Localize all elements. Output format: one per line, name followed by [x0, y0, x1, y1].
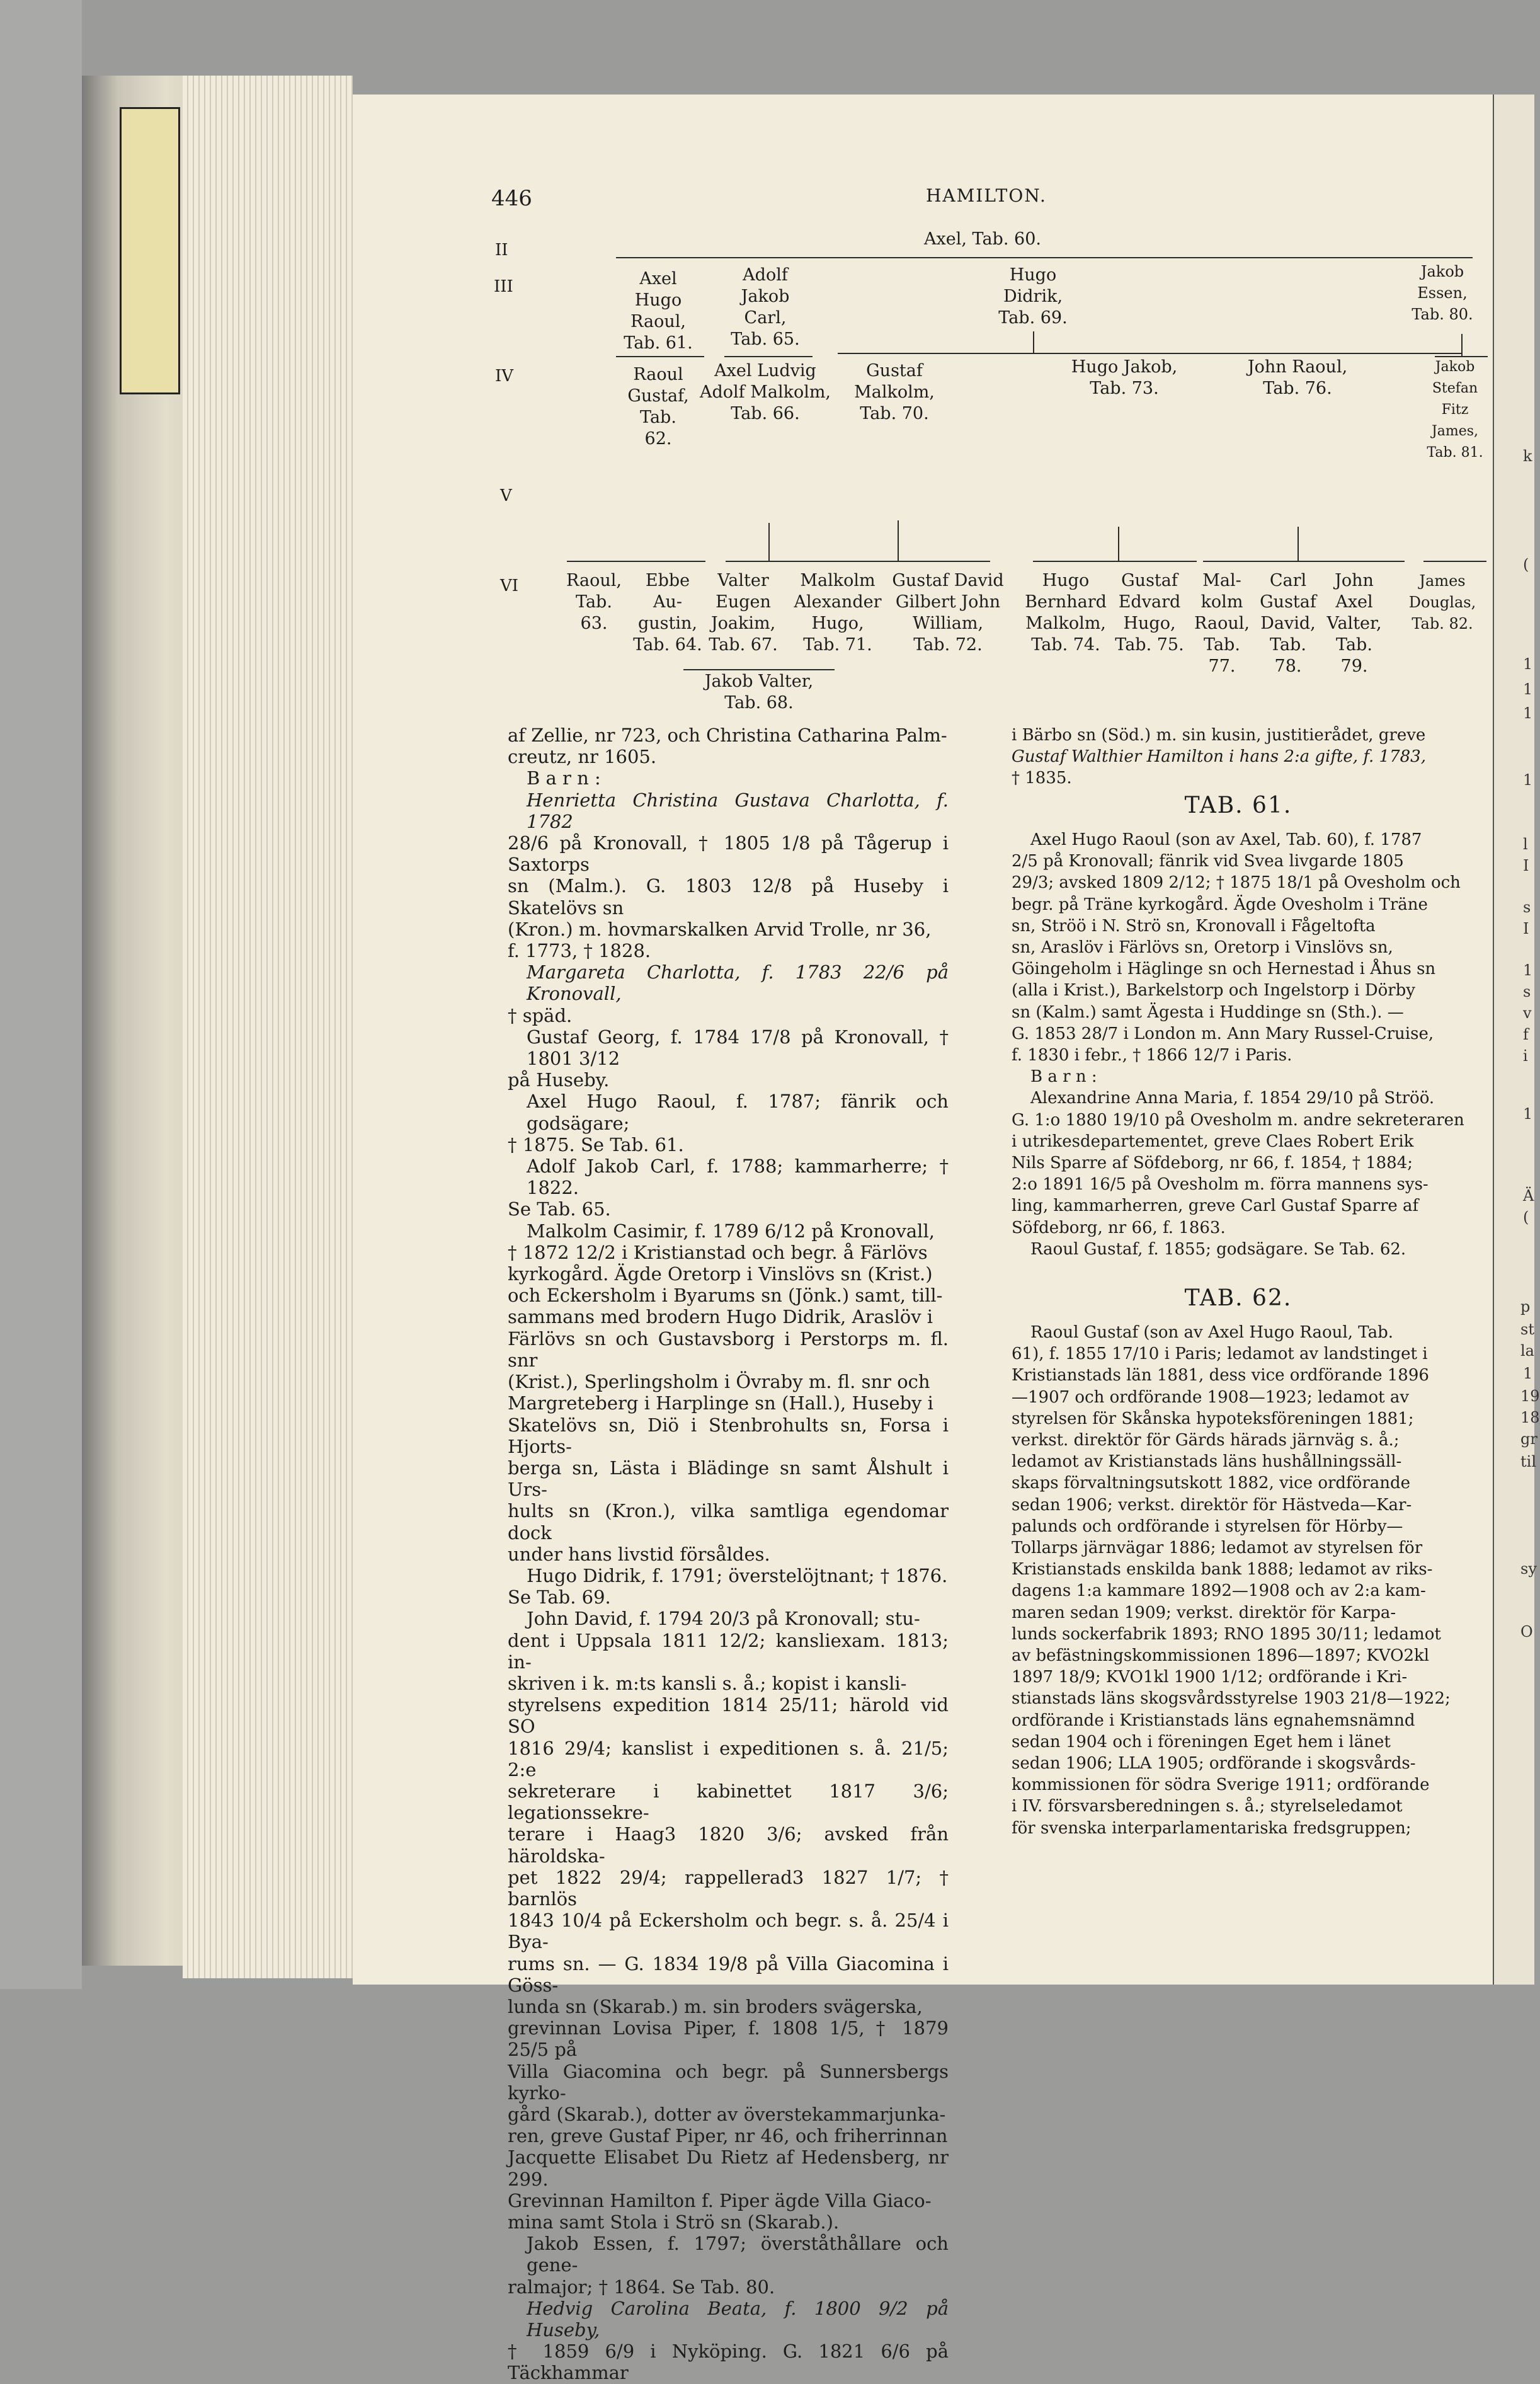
- text-line: Se Tab. 69.: [508, 1586, 611, 1608]
- tree-node: Jakob Stefan Fitz James, Tab. 81.: [1427, 359, 1483, 461]
- page-edges: [183, 76, 353, 1978]
- right-column: [1012, 725, 1465, 789]
- edge-fragment: p: [1520, 1298, 1531, 1315]
- tree-node: Jakob Valter, Tab. 68.: [704, 672, 814, 713]
- brace-line: [1423, 561, 1486, 562]
- book-page: [353, 95, 1493, 2384]
- brace-line: [1203, 561, 1405, 562]
- text-line: Se Tab. 65.: [508, 1198, 611, 1220]
- text-line: f. 1773, † 1828.: [508, 940, 651, 962]
- brace-line: [768, 523, 770, 561]
- text-line: lunda sn (Skarab.) m. sin broders svägerska,: [508, 1995, 923, 2017]
- text-line: Kristianstads enskilda bank 1888; ledamot av riks-: [1012, 1560, 1433, 1579]
- text-line: terare i Haag3 1820 3/6; avsked från häroldska-: [508, 1823, 949, 1867]
- tree-node: Gustaf David Gilbert John William, Tab. 72.: [892, 571, 1004, 655]
- text-line: Nils Sparre af Söfdeborg, nr 66, f. 1854, † 1884;: [1012, 1154, 1413, 1173]
- tree-node: Valter Eugen Joakim, Tab. 67.: [709, 571, 778, 655]
- text-line: Axel Hugo Raoul, f. 1787; fänrik och godsägare;: [527, 1091, 949, 1134]
- edge-fragment: st: [1520, 1321, 1534, 1338]
- brace-line: [567, 561, 705, 562]
- text-line: Henrietta Christina Gustava Charlotta, f. 1782: [527, 789, 949, 832]
- text-line: Söfdeborg, nr 66, f. 1863.: [1012, 1218, 1226, 1237]
- text-line: sn, Ströö i N. Strö sn, Kronovall i Fågeltofta: [1012, 916, 1376, 936]
- text-line: sedan 1906; LLA 1905; ordförande i skogsvårds-: [1012, 1754, 1416, 1774]
- text-line: Raoul Gustaf (son av Axel Hugo Raoul, Tab.: [1030, 1323, 1393, 1342]
- text-line: 29/3; avsked 1809 2/12; † 1875 18/1 på Ovesholm och: [1012, 873, 1461, 893]
- tree-node: Carl Gustaf David, Tab. 78.: [1260, 571, 1316, 676]
- text-line: av befästningskommissionen 1896—1897; KVO2kl: [1012, 1646, 1430, 1666]
- edge-fragment: sy: [1520, 1560, 1537, 1578]
- text-line: Alexandrine Anna Maria, f. 1854 29/10 på Ströö.: [1030, 1089, 1435, 1108]
- text-line: Gustaf Georg, f. 1784 17/8 på Kronovall, † 1801 3/12: [527, 1026, 949, 1070]
- edge-fragment: la: [1520, 1342, 1534, 1360]
- tree-node: Raoul Gustaf, Tab. 62.: [627, 365, 689, 449]
- text-line: skriven i k. m:ts kansli s. å.; kopist i kansli-: [508, 1672, 907, 1694]
- text-line: Jakob Essen, f. 1797; överståthållare och gene-: [527, 2233, 949, 2276]
- text-line: (Kron.) m. hovmarskalken Arvid Trolle, nr 36,: [508, 918, 932, 940]
- text-line: Tollarps järnvägar 1886; ledamot av styrelsen för: [1012, 1539, 1423, 1558]
- edge-fragment: 1: [1523, 680, 1533, 698]
- edge-fragment: 18: [1520, 1409, 1540, 1426]
- edge-fragment: O: [1520, 1623, 1533, 1641]
- text-line: begr. på Träne kyrkogård. Ägde Ovesholm i Träne: [1012, 895, 1428, 914]
- text-line: af Zellie, nr 723, och Christina Catharina Palm-: [508, 725, 947, 746]
- generation-label: VI: [500, 576, 519, 595]
- text-line: Grevinnan Hamilton f. Piper ägde Villa Giaco-: [508, 2189, 932, 2211]
- brace-line: [801, 561, 990, 562]
- tree-node: John Axel Valter, Tab. 79.: [1326, 571, 1382, 676]
- text-line: Adolf Jakob Carl, f. 1788; kammarherre; † 1822.: [527, 1155, 949, 1199]
- tree-node: Axel Ludvig Adolf Malkolm, Tab. 66.: [699, 361, 831, 423]
- text-line: † 1875. Se Tab. 61.: [508, 1133, 684, 1155]
- text-line: grevinnan Lovisa Piper, f. 1808 1/5, † 1879 25/5 på: [508, 2017, 949, 2061]
- text-line: creutz, nr 1605.: [508, 746, 657, 768]
- edge-fragment: Ä: [1523, 1187, 1534, 1205]
- text-line: Hugo Didrik, f. 1791; överstelöjtnant; † 1876.: [527, 1564, 948, 1586]
- text-line: † 1872 12/2 i Kristianstad och begr. å Färlövs: [508, 1241, 928, 1263]
- right-column: [1012, 829, 1465, 1260]
- text-line: Gustaf Walthier Hamilton i hans 2:a gifte, f. 1783,: [1012, 747, 1426, 767]
- section-heading: TAB. 62.: [1184, 1285, 1292, 1311]
- tree-node: Ebbe Au- gustin, Tab. 64.: [633, 571, 702, 655]
- text-line: B a r n :: [1030, 1067, 1097, 1087]
- running-title: HAMILTON.: [926, 185, 1047, 206]
- text-line: Jacquette Elisabet Du Rietz af Hedensberg, nr 299.: [508, 2146, 949, 2190]
- text-line: John David, f. 1794 20/3 på Kronovall; stu-: [527, 1608, 920, 1630]
- edge-fragment: s: [1523, 983, 1531, 1000]
- text-line: styrelsen för Skånska hypoteksföreningen 1881;: [1012, 1409, 1414, 1428]
- edge-fragment: 1: [1523, 655, 1533, 673]
- text-line: Hedvig Carolina Beata, f. 1800 9/2 på Huseby,: [527, 2297, 949, 2341]
- text-line: kommissionen för södra Sverige 1911; ordförande: [1012, 1775, 1430, 1795]
- text-line: —1907 och ordförande 1908—1923; ledamot av: [1012, 1387, 1410, 1407]
- text-line: palunds och ordförande i styrelsen för Hörby—: [1012, 1516, 1403, 1536]
- section-heading: TAB. 61.: [1184, 793, 1292, 818]
- text-line: (alla i Krist.), Barkelstorp och Ingelstorp i Dörby: [1012, 981, 1415, 1000]
- edge-fragment: l: [1523, 835, 1528, 853]
- brace-line: [1118, 527, 1119, 561]
- brace-line: [838, 353, 1461, 354]
- text-line: 1816 29/4; kanslist i expeditionen s. å. 21/5; 2:e: [508, 1737, 949, 1780]
- tree-node: Hugo Jakob, Tab. 73.: [1071, 357, 1178, 398]
- brace-line: [898, 520, 899, 561]
- text-line: sn (Malm.). G. 1803 12/8 på Huseby i Skatelövs sn: [508, 875, 949, 919]
- brace-line: [1033, 561, 1197, 562]
- tree-node: James Douglas, Tab. 82.: [1408, 572, 1476, 633]
- tree-node: Hugo Bernhard Malkolm, Tab. 74.: [1025, 571, 1107, 655]
- edge-fragment: 1: [1523, 704, 1533, 722]
- text-line: och Eckersholm i Byarums sn (Jönk.) samt, till-: [508, 1285, 943, 1307]
- tree-root: Axel, Tab. 60.: [924, 229, 1041, 249]
- text-line: för svenska interparlamentariska fredsgruppen;: [1012, 1818, 1412, 1838]
- text-line: under hans livstid försåldes.: [508, 1543, 770, 1565]
- text-line: rums sn. — G. 1834 19/8 på Villa Giacomina i Göss-: [508, 1952, 949, 1996]
- text-line: 61), f. 1855 17/10 i Paris; ledamot av landstinget i: [1012, 1344, 1428, 1364]
- tree-node: Mal- kolm Raoul, Tab. 77.: [1194, 571, 1250, 676]
- tree-node: Adolf Jakob Carl, Tab. 65.: [731, 265, 800, 349]
- tree-node: John Raoul, Tab. 76.: [1247, 357, 1348, 398]
- text-line: pet 1822 29/4; rappellerad3 1827 1/7; † barnlös: [508, 1866, 949, 1910]
- edge-fragment: 19: [1520, 1387, 1540, 1405]
- text-line: ralmajor; † 1864. Se Tab. 80.: [508, 2276, 775, 2298]
- text-line: Raoul Gustaf, f. 1855; godsägare. Se Tab. 62.: [1030, 1239, 1406, 1259]
- text-line: Villa Giacomina och begr. på Sunnersbergs kyrko-: [508, 2060, 949, 2104]
- tree-node: Gustaf Edvard Hugo, Tab. 75.: [1115, 571, 1184, 655]
- background: [0, 0, 82, 1989]
- text-line: dagens 1:a kammare 1892—1908 och av 2:a kam-: [1012, 1581, 1426, 1601]
- text-line: Färlövs sn och Gustavsborg i Perstorps m. fl. snr: [508, 1327, 949, 1371]
- text-line: Axel Hugo Raoul (son av Axel, Tab. 60), f. 1787: [1030, 830, 1422, 849]
- text-line: stianstads läns skogsvårdsstyrelse 1903 21/8—1922;: [1012, 1689, 1451, 1709]
- text-line: gård (Skarab.), dotter av överstekammarjunka-: [508, 2104, 946, 2125]
- edge-fragment: gr: [1520, 1430, 1537, 1448]
- text-line: ledamot av Kristianstads läns hushållningssäll-: [1012, 1452, 1402, 1472]
- edge-fragment: (: [1523, 1208, 1529, 1226]
- tree-node: Hugo Didrik, Tab. 69.: [998, 265, 1068, 328]
- text-line: i utrikesdepartementet, greve Claes Robert Erik: [1012, 1132, 1414, 1151]
- text-line: ren, greve Gustaf Piper, nr 46, och friherrinnan: [508, 2125, 948, 2147]
- edge-fragment: I: [1523, 920, 1529, 937]
- brace-line: [1298, 527, 1299, 561]
- text-line: † späd.: [508, 1004, 573, 1026]
- edge-fragment: f: [1523, 1026, 1529, 1043]
- text-line: mina samt Stola i Strö sn (Skarab.).: [508, 2211, 840, 2233]
- text-line: Göingeholm i Häglinge sn och Hernestad i Åhus sn: [1012, 960, 1436, 979]
- brace-line: [616, 257, 1473, 258]
- generation-label: III: [494, 277, 513, 296]
- right-column: [1012, 1322, 1465, 1839]
- text-line: sedan 1904 och i föreningen Eget hem i länet: [1012, 1732, 1391, 1751]
- text-line: (Krist.), Sperlingsholm i Övraby m. fl. snr och: [508, 1371, 930, 1393]
- brace-line: [1461, 334, 1463, 357]
- brace-line: [616, 356, 704, 357]
- text-line: kyrkogård. Ägde Oretorp i Vinslövs sn (Krist.): [508, 1263, 933, 1285]
- text-line: 1843 10/4 på Eckersholm och begr. s. å. 25/4 i Bya-: [508, 1910, 949, 1953]
- text-line: lunds sockerfabrik 1893; RNO 1895 30/11; ledamot: [1012, 1624, 1441, 1644]
- edge-fragment: 1: [1523, 771, 1533, 789]
- edge-fragment: til: [1520, 1453, 1536, 1470]
- text-line: i IV. försvarsberedningen s. å.; styrelseledamot: [1012, 1797, 1403, 1816]
- edge-fragment: 1: [1523, 961, 1533, 979]
- text-line: i Bärbo sn (Söd.) m. sin kusin, justitierådet, greve: [1012, 726, 1426, 745]
- text-line: † 1859 6/9 i Nyköping. G. 1821 6/6 på Täckhammar: [508, 2341, 949, 2384]
- edge-fragment: i: [1523, 1047, 1528, 1065]
- text-line: 1897 18/9; KVO1kl 1900 1/12; ordförande i Kri-: [1012, 1668, 1408, 1687]
- text-line: sedan 1906; verkst. direktör för Hästveda—Kar-: [1012, 1495, 1412, 1515]
- tree-node: Axel Hugo Raoul, Tab. 61.: [624, 269, 693, 353]
- spine-label: [120, 107, 180, 394]
- text-line: Skatelövs sn, Diö i Stenbrohults sn, Forsa i Hjorts-: [508, 1414, 949, 1457]
- brace-line: [1033, 331, 1034, 354]
- text-line: 2:o 1891 16/5 på Ovesholm m. förra mannens sys-: [1012, 1175, 1429, 1195]
- text-line: sekreterare i kabinettet 1817 3/6; legationssekre-: [508, 1780, 949, 1824]
- generation-label: IV: [495, 367, 514, 386]
- brace-line: [724, 356, 813, 357]
- text-line: styrelsens expedition 1814 25/11; härold vid SO: [508, 1694, 949, 1738]
- text-line: G. 1:o 1880 19/10 på Ovesholm m. andre sekreteraren: [1012, 1110, 1464, 1130]
- edge-fragment: v: [1523, 1004, 1532, 1022]
- edge-fragment: I: [1523, 857, 1529, 874]
- text-line: på Huseby.: [508, 1069, 610, 1091]
- text-line: 28/6 på Kronovall, † 1805 1/8 på Tågerup i Saxtorps: [508, 832, 949, 876]
- text-line: sn (Kalm.) samt Ägesta i Huddinge sn (Sth.). —: [1012, 1002, 1404, 1022]
- generation-label: II: [495, 241, 508, 260]
- text-line: 2/5 på Kronovall; fänrik vid Svea livgarde 1805: [1012, 852, 1404, 871]
- edge-fragment: k: [1523, 447, 1532, 465]
- text-line: berga sn, Lästa i Blädinge sn samt Ålshult i Urs-: [508, 1457, 949, 1501]
- text-line: hults sn (Kron.), vilka samtliga egendomar dock: [508, 1500, 949, 1544]
- text-line: ordförande i Kristianstads läns egnahemsnämnd: [1012, 1711, 1415, 1730]
- text-line: Margreteberg i Harplinge sn (Hall.), Huseby i: [508, 1392, 933, 1414]
- text-line: maren sedan 1909; verkst. direktör för Karpa-: [1012, 1603, 1396, 1622]
- text-line: verkst. direktör för Gärds härads järnväg s. å.;: [1012, 1431, 1400, 1450]
- page-number: 446: [491, 186, 532, 211]
- text-line: Margareta Charlotta, f. 1783 22/6 på Kronovall,: [527, 961, 949, 1005]
- tree-node: Malkolm Alexander Hugo, Tab. 71.: [794, 571, 882, 655]
- tree-node: Jakob Essen, Tab. 80.: [1412, 263, 1473, 323]
- text-line: Kristianstads län 1881, dess vice ordförande 1896: [1012, 1366, 1429, 1385]
- left-column: [508, 725, 949, 2384]
- text-line: f. 1830 i febr., † 1866 12/7 i Paris.: [1012, 1046, 1292, 1065]
- text-line: † 1835.: [1012, 769, 1072, 788]
- edge-fragment: s: [1523, 898, 1531, 916]
- edge-fragment: (: [1523, 556, 1529, 573]
- edge-fragment: 1: [1523, 1365, 1533, 1382]
- text-line: dent i Uppsala 1811 12/2; kansliexam. 1813; in-: [508, 1629, 949, 1673]
- text-line: Malkolm Casimir, f. 1789 6/12 på Kronovall,: [527, 1220, 935, 1242]
- text-line: ling, kammarherren, greve Carl Gustaf Sparre af: [1012, 1196, 1419, 1216]
- text-line: sn, Araslöv i Färlövs sn, Oretorp i Vinslövs sn,: [1012, 938, 1393, 958]
- text-line: sammans med brodern Hugo Didrik, Araslöv i: [508, 1306, 933, 1328]
- text-line: G. 1853 28/7 i London m. Ann Mary Russel-Cruise,: [1012, 1024, 1434, 1043]
- text-line: B a r n :: [527, 767, 601, 789]
- generation-label: V: [500, 486, 512, 505]
- edge-fragment: 1: [1523, 1105, 1533, 1123]
- tree-node: Raoul, Tab. 63.: [566, 571, 622, 633]
- brace-line: [683, 669, 835, 670]
- tree-node: Gustaf Malkolm, Tab. 70.: [854, 361, 935, 423]
- text-line: skaps förvaltningsutskott 1882, vice ordförande: [1012, 1474, 1411, 1493]
